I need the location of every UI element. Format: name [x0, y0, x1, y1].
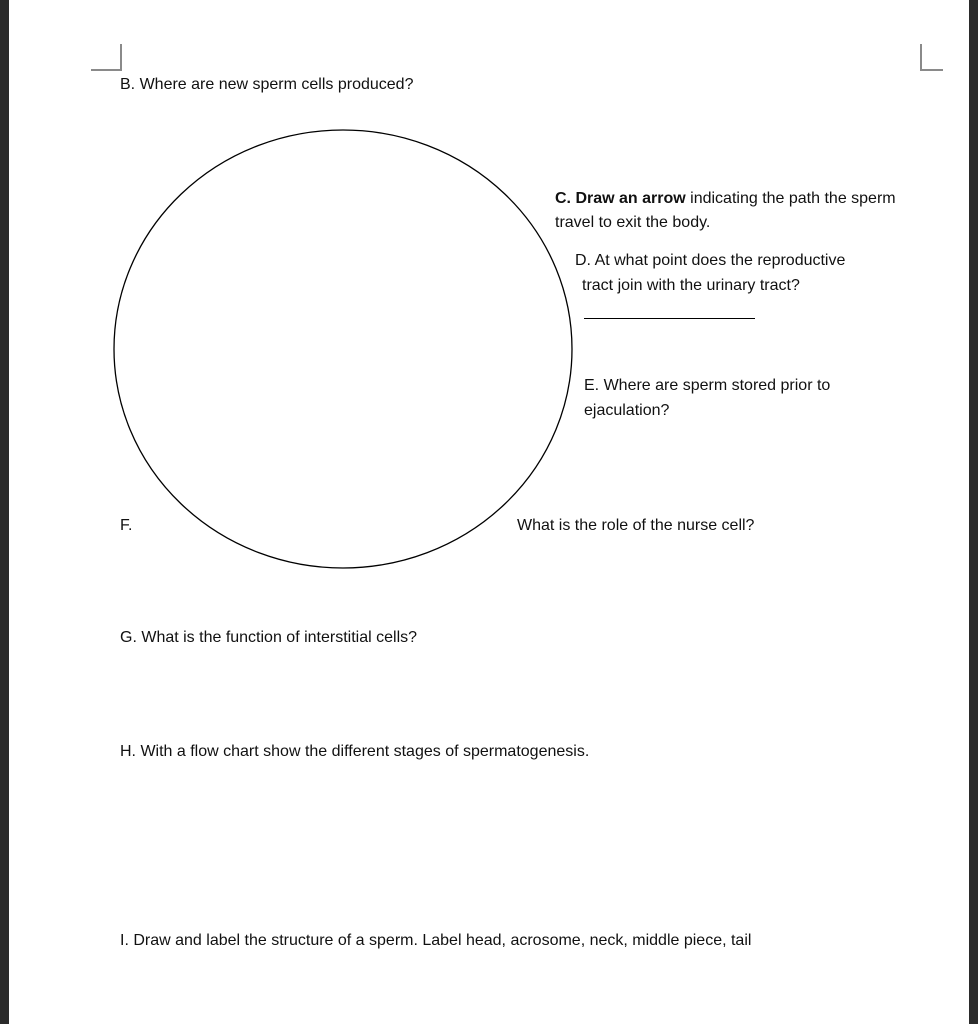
testis-outline-circle [114, 130, 572, 568]
answer-line-d [584, 318, 755, 319]
window-left-edge [0, 0, 9, 1024]
document-page [9, 0, 969, 1024]
question-c-rest-1: indicating the path the sperm [685, 190, 896, 207]
testis-diagram-area [9, 0, 969, 1024]
question-e-line-1: E. Where are sperm stored prior to [584, 377, 831, 394]
window-right-edge [969, 0, 978, 1024]
question-c-line-1 [555, 186, 896, 211]
question-e-line-2: ejaculation? [584, 402, 670, 419]
question-b: B. Where are new sperm cells produced? [120, 76, 414, 93]
question-g: G. What is the function of interstitial cells? [120, 629, 418, 646]
question-h: H. With a flow chart show the different stages of spermatogenesis. [120, 743, 590, 760]
question-d-line-2: tract join with the urinary tract? [582, 277, 800, 294]
question-c-bold: C. Draw an arrow [555, 190, 686, 207]
question-nurse-cell: What is the role of the nurse cell? [517, 517, 755, 534]
question-c-line-2: travel to exit the body. [555, 214, 711, 231]
label-f: F. [120, 517, 133, 534]
question-d-line-1: D. At what point does the reproductive [575, 252, 846, 269]
question-i: I. Draw and label the structure of a sperm. Label head, acrosome, neck, middle piece, tail [120, 932, 752, 949]
